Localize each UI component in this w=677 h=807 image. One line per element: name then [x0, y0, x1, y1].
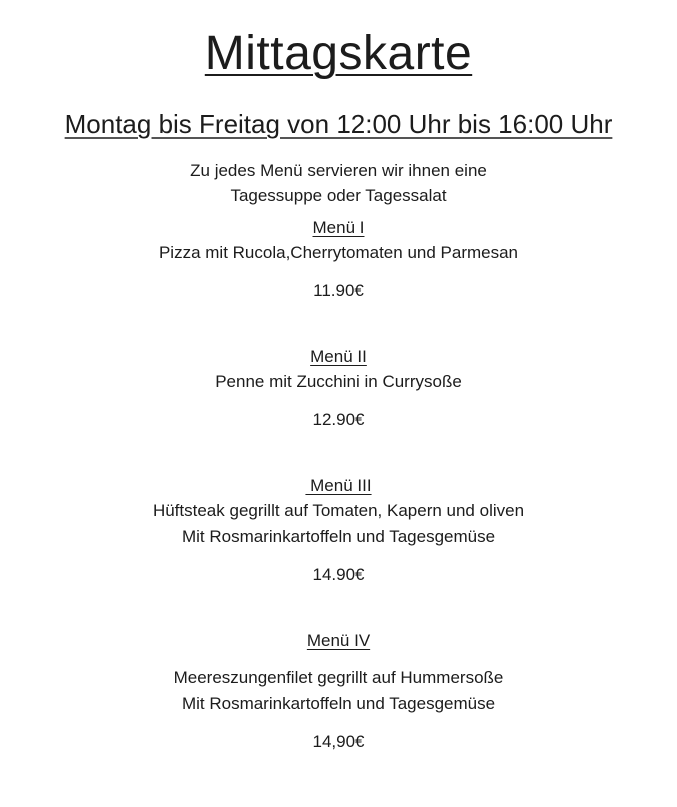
intro-line-1: Zu jedes Menü servieren wir ihnen eine	[190, 161, 487, 180]
menu-section-ii	[0, 345, 677, 432]
menu-i-price: 11.90€	[313, 281, 364, 300]
menu-iv-description-line-2: Mit Rosmarinkartoffeln und Tagesgemüse	[181, 694, 496, 713]
menu-i-description: Pizza mit Rucola,Cherrytomaten und Parmesan	[158, 243, 519, 262]
intro-line-2: Tagessuppe oder Tagessalat	[230, 186, 447, 205]
menu-ii-description: Penne mit Zucchini in Currysoße	[215, 372, 462, 391]
page-title: Mittagskarte	[204, 27, 473, 80]
menu-iii-description-line-1: Hüftsteak gegrillt auf Tomaten, Kapern und oliven	[152, 501, 525, 520]
menu-section-i	[0, 216, 677, 303]
menu-i-heading: Menü I	[312, 218, 365, 237]
menu-iii-description-line-2: Mit Rosmarinkartoffeln und Tagesgemüse	[181, 527, 496, 546]
menu-iv-description-line-1: Meereszungenfilet gegrillt auf Hummersoße	[173, 668, 504, 687]
menu-iii-price: 14.90€	[312, 565, 365, 584]
menu-section-iii	[0, 474, 677, 587]
menu-section-iv	[0, 629, 677, 754]
intro-text	[0, 158, 677, 208]
menu-iii-heading: Menü III	[305, 476, 372, 495]
menu-ii-heading: Menü II	[310, 347, 367, 366]
opening-hours-subtitle: Montag bis Freitag von 12:00 Uhr bis 16:00 Uhr	[64, 109, 613, 139]
menu-iv-heading: Menü IV	[306, 631, 371, 650]
menu-iv-price: 14,90€	[312, 732, 365, 751]
menu-ii-price: 12.90€	[312, 410, 365, 429]
